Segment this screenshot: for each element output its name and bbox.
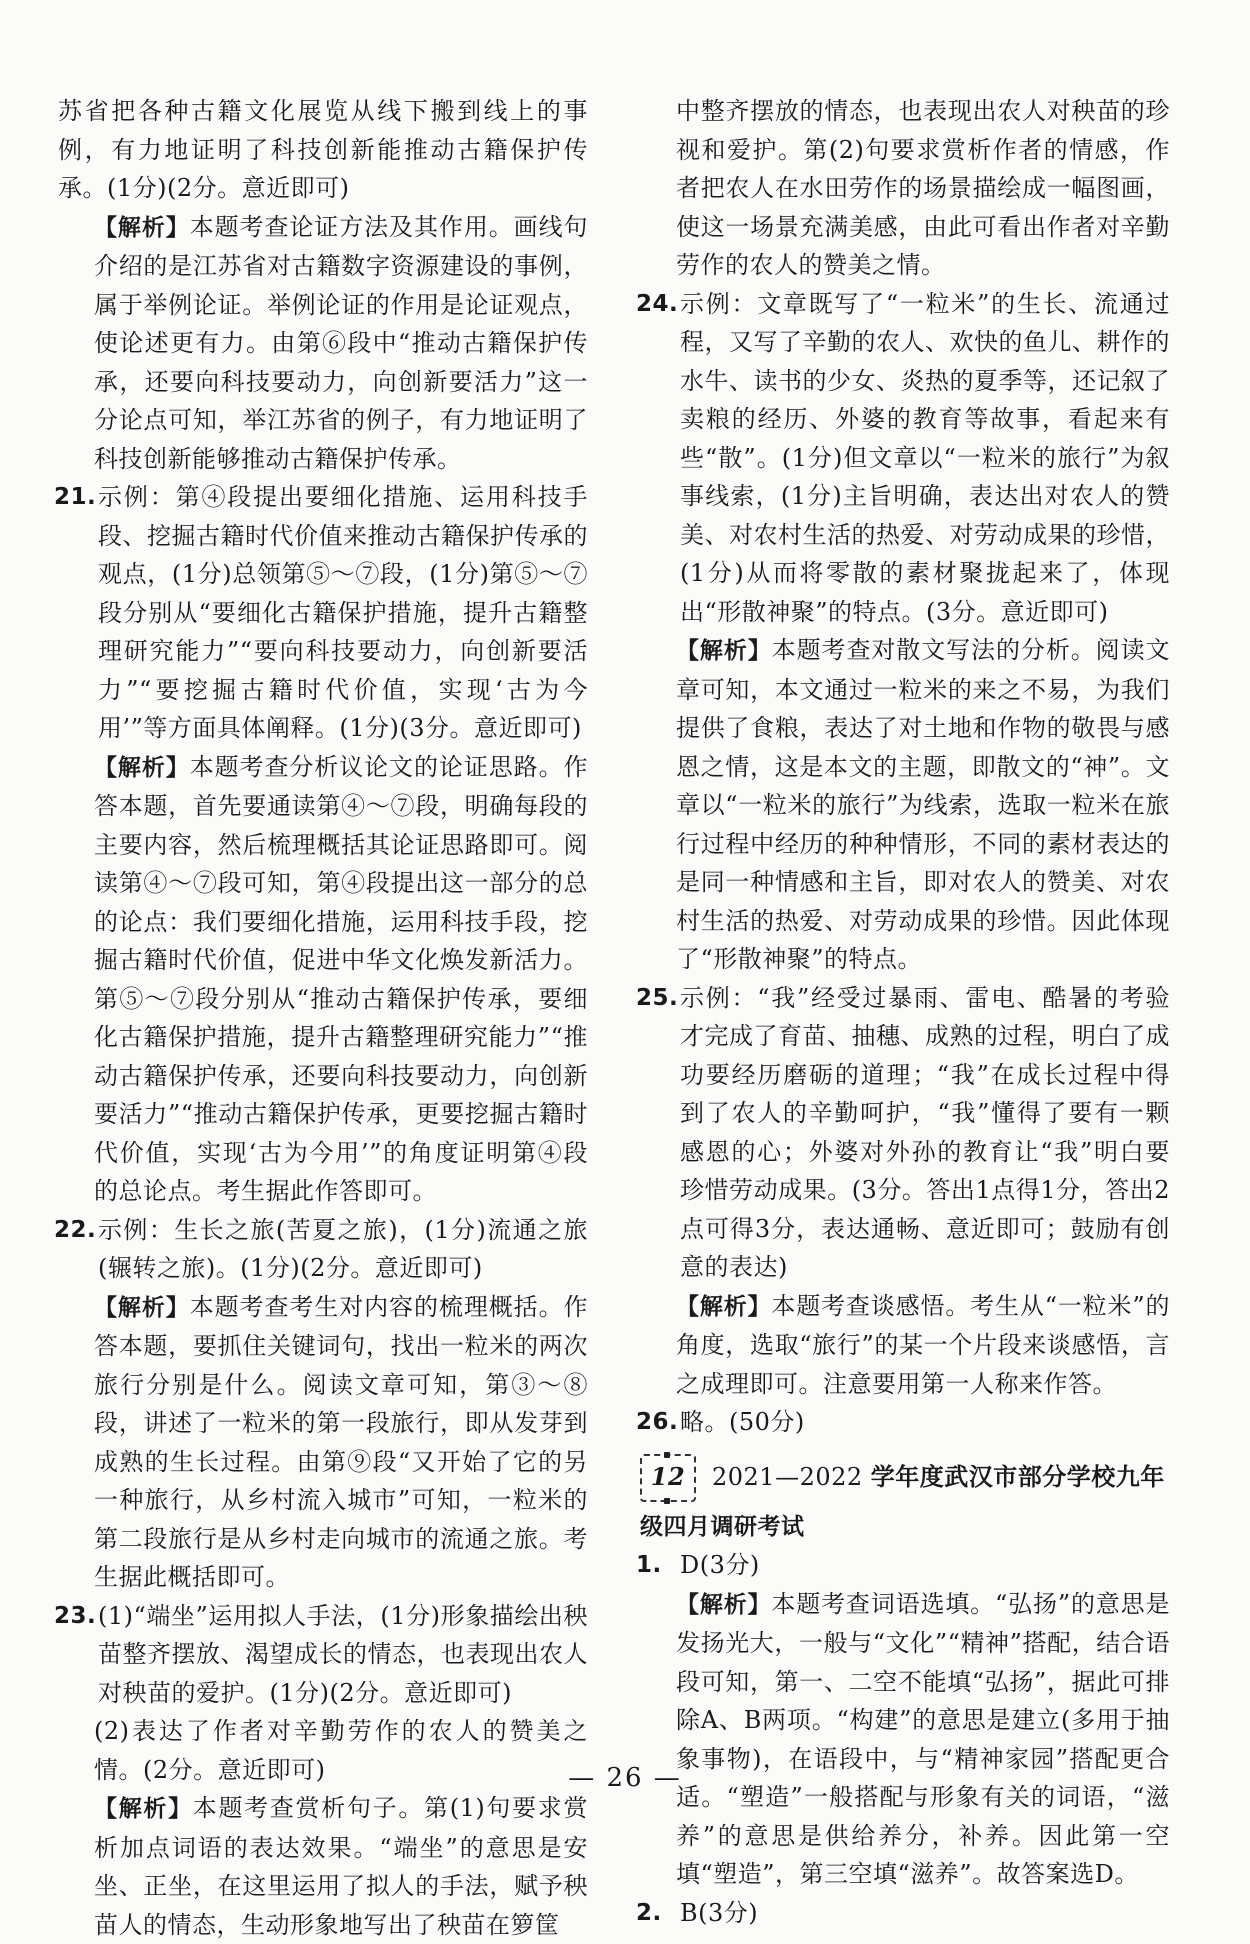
analysis-text: 本题考查分析议论文的论证思路。作答本题，首先要通读第④～⑦段，明确每段的主要内容，然后梳理概括其论证思路即可。阅读第④～⑦段可知，第④段提出这一部分的总的论点：我们要细化措施，运用科技手段，挖掘古籍时代价值，促进中华文化焕发新活力。第⑤～⑦段分别从“推动古籍保护传承，要细化古籍保护措施，提升古籍整理研究能力”“推动古籍保护传承，还要向科技要动力，向创新要活力”“推动古籍保护传承，更要挖掘古籍时代价值，实现‘古为今用’”的角度证明第④段的总论点。考生据此作答即可。 xyxy=(94,752,589,1205)
analysis-text: 本题考查考生对内容的梳理概括。作答本题，要抓住关键词句，找出一粒米的两次旅行分别是什么。阅读文章可知，第③～⑧段，讲述了一粒米的第一段旅行，即从发芽到成熟的生长过程。由第⑨段“又开始了它的另一种旅行，从乡村流入城市”可知，一粒米的第二段旅行是从乡村走向城市的流通之旅。考生据此概括即可。 xyxy=(94,1292,589,1591)
q20-answer-cont: 苏省把各种古籍文化展览从线下搬到线上的事例，有力地证明了科技创新能推动古籍保护传承。(1分)(2分。意近即可) xyxy=(58,97,588,202)
q26-answer xyxy=(636,1403,1170,1442)
page-number: — 26 — xyxy=(568,1763,682,1793)
a1-answer xyxy=(636,1546,1170,1585)
analysis-label: 【解析】 xyxy=(94,754,190,781)
a1-analysis xyxy=(640,1585,1170,1894)
left-column xyxy=(54,92,589,1944)
answer-text: 示例：文章既写了“一粒米”的生长、流通过程，又写了辛勤的农人、欢快的鱼儿、耕作的水牛、读书的少女、炎热的夏季等，还记叙了卖粮的经历、外婆的教育等故事，看起来有些“散”。(1分)但文章以“一粒米的旅行”为叙事线索，(1分)主旨明确，表达出对农人的赞美、对农村生活的热爱、对劳动成果的珍惜，(1分)从而将零散的素材聚拢起来了，体现出“形散神聚”的特点。(3分。意近即可) xyxy=(680,289,1170,626)
q21-answer xyxy=(54,478,588,748)
a2-answer xyxy=(636,1894,1170,1933)
analysis-text: 本题考查谈感悟。考生从“一粒米”的角度，选取“旅行”的某一个片段来谈感悟，言之成理即可。注意要用第一人称来作答。 xyxy=(676,1291,1170,1398)
section-badge: 12 xyxy=(640,1454,696,1502)
analysis-label: 【解析】 xyxy=(94,1294,190,1321)
section-header xyxy=(640,1448,1170,1508)
analysis-label: 【解析】 xyxy=(676,1591,772,1618)
answer-text: D(3分) xyxy=(680,1551,760,1579)
q25-analysis xyxy=(640,1287,1170,1404)
q23-answer-1 xyxy=(54,1597,588,1713)
answer-text: B(3分) xyxy=(680,1898,759,1927)
answer-text: 略。(50分) xyxy=(680,1408,805,1436)
question-number: 1. xyxy=(636,1552,662,1578)
q22-answer xyxy=(54,1211,588,1288)
analysis-text: 本题考查词语选填。“弘扬”的意思是发扬光大，一般与“文化”“精神”搭配，结合语段可知，第一、二空不能填“弘扬”，据此可排除A、B两项。“构建”的意思是建立(多用于抽象事物)，在语段中，与“精神家园”搭配更合适。“塑造”一般搭配与形象有关的词语，“滋养”的意思是供给养分，补养。因此第一空填“塑造”，第三空填“滋养”。故答案选D。 xyxy=(676,1589,1170,1888)
q22-analysis xyxy=(58,1288,588,1597)
q20-analysis xyxy=(58,208,588,479)
answer-text: 示例：第④段提出要细化措施、运用科技手段、挖掘古籍时代价值来推动古籍保护传承的观点，(1分)总领第⑤～⑦段，(1分)第⑤～⑦段分别从“要细化古籍保护措施，提升古籍整理研究能力”“要向科技要动力，向创新要活力”“要挖掘古籍时代价值，实现‘古为今用’”等方面具体阐释。(1分)(3分。意近即可) xyxy=(98,483,588,742)
question-number: 2. xyxy=(636,1899,662,1926)
q25-answer xyxy=(636,979,1170,1287)
q24-analysis xyxy=(640,631,1170,979)
answer-text: 示例：生长之旅(苦夏之旅)，(1分)流通之旅(辗转之旅)。(1分)(2分。意近即可) xyxy=(98,1215,588,1282)
q24-answer xyxy=(636,285,1170,632)
question-number: 21. xyxy=(54,484,97,510)
analysis-label: 【解析】 xyxy=(676,638,772,664)
section-title-cont: 级四月调研考试 xyxy=(640,1513,805,1540)
analysis-text: 本题考查赏析句子。第(1)句要求赏析加点词语的表达效果。“端坐”的意思是安坐、正坐，在这里运用了拟人的手法，赋予秧苗人的情态，生动形象地写出了秧苗在箩筐 xyxy=(94,1794,588,1939)
section-years: 2021—2022 xyxy=(712,1463,863,1492)
analysis-text: 本题考查论证方法及其作用。画线句介绍的是江苏省对古籍数字资源建设的事例，属于举例论证。举例论证的作用是论证观点，使论述更有力。由第⑥段中“推动古籍保护传承，还要向科技要动力，向创新要活力”这一分论点可知，举江苏省的例子，有力地证明了科技创新能够推动古籍保护传承。 xyxy=(94,212,589,473)
section-title-text: 学年度武汉市部分学校九年 xyxy=(870,1463,1165,1492)
answer-text: 示例：“我”经受过暴雨、雷电、酷暑的考验才完成了育苗、抽穗、成熟的过程，明白了成功要经历磨砺的道理；“我”在成长过程中得到了农人的辛勤呵护，“我”懂得了要有一颗感恩的心；外婆对外孙的教育让“我”明白要珍惜劳动成果。(3分。答出1点得1分，答出2点可得3分，表达通畅、意近即可；鼓励有创意的表达) xyxy=(680,983,1170,1281)
analysis-label: 【解析】 xyxy=(94,1796,193,1822)
right-column xyxy=(636,92,1171,1932)
section-title xyxy=(712,1458,1165,1497)
q21-analysis xyxy=(58,748,588,1211)
q23-analysis-cont: 中整齐摆放的情态，也表现出农人对秧苗的珍视和爱护。第(2)句要求赏析作者的情感，作者把农人在水田劳作的场景描绘成一幅图画，使这一场景充满美感，由此可看出作者对辛勤劳作的农人的赞美之情。 xyxy=(676,97,1170,279)
answer-text: (1)“端坐”运用拟人手法，(1分)形象描绘出秧苗整齐摆放、渴望成长的情态，也表现出农人对秧苗的爱护。(1分)(2分。意近即可) xyxy=(98,1601,588,1707)
question-number: 23. xyxy=(54,1602,97,1629)
question-number: 25. xyxy=(636,984,679,1011)
question-number: 22. xyxy=(54,1216,97,1243)
question-number: 24. xyxy=(636,290,679,317)
analysis-label: 【解析】 xyxy=(676,1293,772,1320)
analysis-label: 【解析】 xyxy=(94,214,190,241)
question-number: 26. xyxy=(636,1409,679,1435)
q23-answer-2: (2)表达了作者对辛勤劳作的农人的赞美之情。(2分。意近即可) xyxy=(94,1717,588,1784)
q23-analysis xyxy=(58,1789,588,1944)
analysis-text: 本题考查对散文写法的分析。阅读文章可知，本文通过一粒米的来之不易，为我们提供了食粮，表达了对土地和作物的敬畏与感恩之情，这是本文的主题，即散文的“神”。文章以“一粒米的旅行”为线索，选取一粒米在旅行过程中经历的种种情形，不同的素材表达的是同一种情感和主旨，即对农人的赞美、对农村生活的热爱、对劳动成果的珍惜。因此体现了“形散神聚”的特点。 xyxy=(676,636,1171,973)
